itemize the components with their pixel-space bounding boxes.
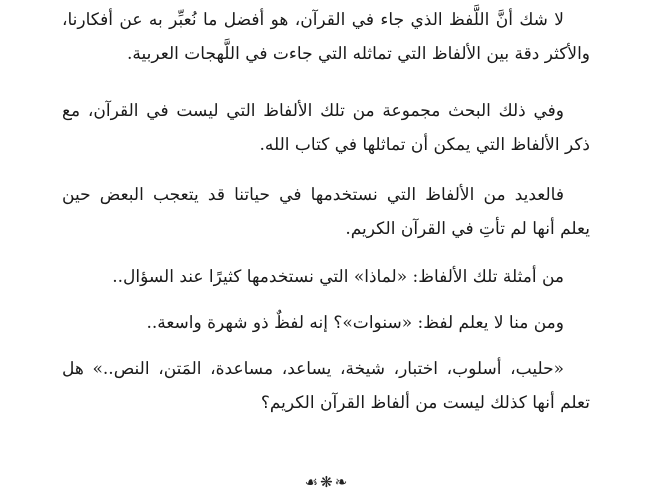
paragraph-line: يعلم أنها لم تأتِ في القرآن الكريم. <box>345 219 590 239</box>
paragraph-line: ذكر الألفاظ التي يمكن أن تماثلها في كتاب الله. <box>259 135 590 155</box>
paragraph-line: وفي ذلك البحث مجموعة من تلك الألفاظ التي ليست في القرآن، مع <box>62 101 564 121</box>
paragraph-4 <box>62 260 590 294</box>
paragraph-1 <box>62 3 590 71</box>
paragraph-6 <box>62 352 590 420</box>
paragraph-line: من أمثلة تلك الألفاظ: «لماذا» التي نستخدمها كثيرًا عند السؤال.. <box>112 267 564 287</box>
fleuron-left-icon: ☙ <box>304 473 319 491</box>
paragraph-line: تعلم أنها كذلك ليست من ألفاظ القرآن الكريم؟ <box>260 393 590 413</box>
paragraph-line: والأكثر دقة بين الألفاظ التي تماثله التي جاءت في اللَّهجات العربية. <box>127 44 590 64</box>
section-divider-ornament <box>0 472 652 492</box>
paragraph-line: ومن منا لا يعلم لفظ: «سنوات»؟ إنه لفظٌ ذو شهرة واسعة.. <box>146 313 564 333</box>
paragraph-5 <box>62 306 590 340</box>
paragraph-3 <box>62 178 590 246</box>
flower-icon: ❋ <box>320 473 333 491</box>
paragraph-line: لا شك أنَّ اللَّفظ الذي جاء في القرآن، هو أفضل ما نُعبِّر به عن أفكارنا، <box>62 10 564 30</box>
paragraph-line: فالعديد من الألفاظ التي نستخدمها في حياتنا قد يتعجب البعض حين <box>62 185 564 205</box>
paragraph-line: «حليب، أسلوب، اختبار، شيخة، يساعد، مساعدة، المَتن، النص..» هل <box>62 359 564 379</box>
paragraph-2 <box>62 94 590 162</box>
fleuron-right-icon: ❧ <box>334 473 348 491</box>
